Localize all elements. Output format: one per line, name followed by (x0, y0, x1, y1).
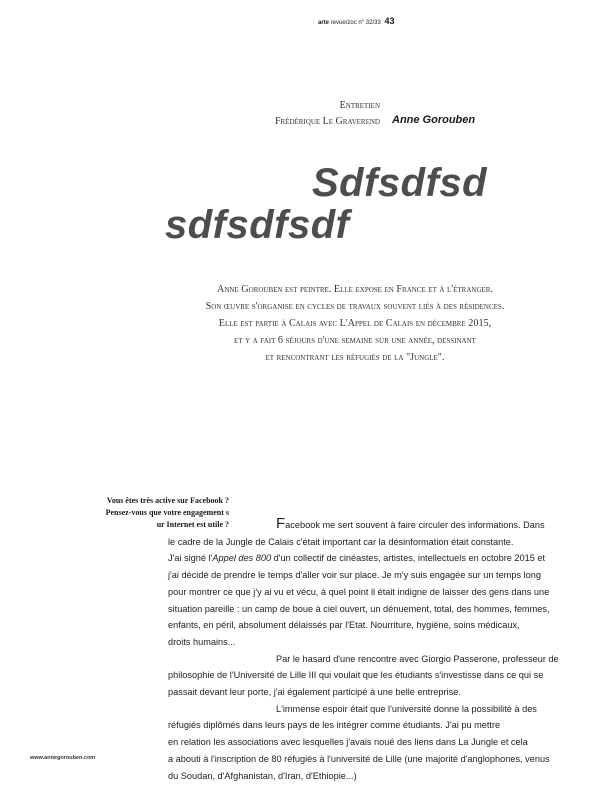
article-credits (275, 98, 380, 130)
body-line: j'ai décidé de prendre le temps d'aller voir sur place. Je m'y suis engagée sur un temps long (168, 570, 541, 581)
website-credit: www.annegorouben.com (30, 755, 96, 761)
body-line: L'immense espoir était que l'université donne la possibilité à des (276, 703, 537, 714)
page-folio (318, 16, 394, 26)
body-line: du Soudan, d'Afghanistan, d'Iran, d'Ethiopie...) (168, 770, 357, 781)
question-line: Pensez-vous que votre engagement s (105, 508, 229, 517)
body-line: enfants, en péril, absolument délaissés par l'Etat. Nourriture, hygiène, soins médicaux, (168, 620, 520, 631)
publication-name: arte (318, 20, 330, 26)
question-line: ur Internet est utile ? (156, 520, 229, 529)
question-line: Vous êtes très active sur Facebook ? (106, 496, 229, 505)
body-line: en relation les associations avec lesquelles j'avais noué des liens dans La Jungle et cela (168, 737, 528, 748)
article-title (165, 162, 487, 246)
intro-line: et y a fait 6 séjours d'une semaine sur une année, dessinant (234, 335, 476, 346)
intro-line: Son œuvre s'organise en cycles de travaux souvent liés à des résidences. (205, 301, 505, 312)
emphasis-appel-des-800: Appel des 800 (212, 553, 272, 564)
page-number: 43 (384, 16, 395, 26)
intro-line: Anne Gorouben est peintre. Elle expose en France et à l'étranger. (217, 284, 493, 295)
body-line: Facebook me sert souvent à faire circuler des informations. Dans (276, 515, 545, 532)
body-line: J'ai signé l'Appel des 800 d'un collectif de cinéastes, artistes, intellectuels en octobre 2015 et (168, 553, 546, 564)
intro-paragraph (180, 281, 530, 366)
title-line-2: sdfsdfsdf (165, 203, 350, 247)
issue-label: revue/zoc n° 32/33 (330, 20, 381, 26)
intro-line: Elle est partie à Calais avec L'Appel de Calais en décembre 2015, (218, 318, 492, 329)
answer-body (168, 515, 559, 784)
body-line: philosophie de l'Université de Lille III qui voulait que les étudiants s'investisse dans ce qui se (168, 670, 544, 681)
body-line: passait devant leur porte, j'ai également participé à une belle entreprise. (168, 687, 461, 698)
body-line: réfugiés diplômés dans leurs pays de les intégrer comme étudiants. J'ai pu mettre (168, 720, 501, 731)
body-line: situation pareille : un camp de boue à ciel ouvert, un dénuement, total, des hommes, femmes, (168, 603, 550, 614)
body-line: pour montrer ce que j'y ai vu et vécu, à quel point il était indigne de laisser des gens dans une (168, 586, 550, 597)
body-line: le cadre de la Jungle de Calais c'était important car la désinformation était constante. (168, 536, 514, 547)
body-line: droits humains... (168, 636, 236, 647)
author-name: Anne Gorouben (392, 114, 476, 126)
section-label: Entretien (339, 100, 380, 111)
body-line: Par le hasard d'une rencontre avec Giorgio Passerone, professeur de (276, 653, 559, 664)
intro-line: et rencontrant les réfugiés de la "Jungle". (265, 352, 445, 363)
interviewer-name: Frédérique Le Graverend (274, 116, 380, 127)
title-line-1: Sdfsdfsd (312, 161, 488, 205)
body-line: a abouti à l'inscription de 80 réfugiés à l'université de Lille (une majorité d'anglophones, venus (168, 753, 550, 764)
drop-cap: F (276, 515, 286, 532)
